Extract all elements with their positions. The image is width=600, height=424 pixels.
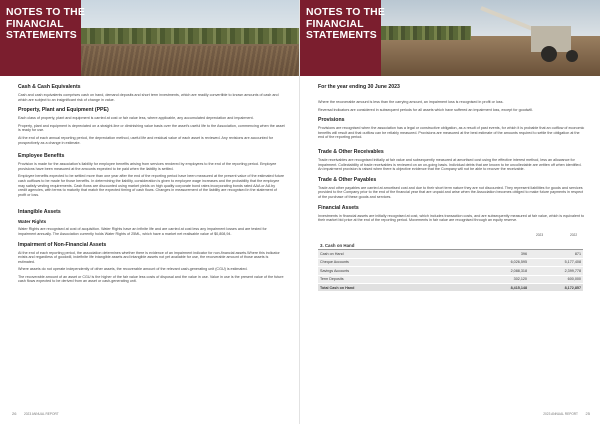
section-heading-financial-assets: Financial Assets <box>318 204 359 211</box>
value-2022: 871 <box>529 250 583 258</box>
value-2022: 600,000 <box>529 275 583 283</box>
value-2022: 2,399,778 <box>529 267 583 275</box>
total-label: Total Cash on Hand <box>318 283 475 291</box>
page-title: NOTES TO THE FINANCIAL STATEMENTS <box>6 7 85 42</box>
paragraph: Reversal indicators are considered in subsequent periods for all assets which have suffered an impairment loss, except for goodwill. <box>318 107 533 112</box>
left-content <box>18 84 285 287</box>
left-footer <box>0 410 299 418</box>
total-2022: 8,172,857 <box>529 283 583 291</box>
table-title-row <box>318 241 583 250</box>
paragraph: At the end of each reporting period, the association determines whether there is evidence of an impairment indicator for non-financial assets.Where this indicator exists and regardless of goodwill, indefinite life intangible assets and intangible assets not yet available for use, the recoverable amount of those assets is estimated. <box>18 250 280 264</box>
table-row <box>318 275 583 283</box>
year-heading: For the year ending 30 June 2023 <box>318 84 400 90</box>
paragraph: Employee benefits expected to be settled more than one year after the end of the reporting period have been measured at the present value of the estimated future cash outflows to be made for those benefits. In determining the liability, consideration is given to employee wage increases and the probability that the employee may satisfy vesting requirements. Cash flows are discounted using market yields on high quality corporate bond rates incorporating bonds rated AAA or AA by credit agencies, with terms to maturity that match the expected timing of cash flows. Changes in measurement of the liability are recognised in the statement of profit or loss. <box>18 174 285 197</box>
right-footer <box>300 410 600 418</box>
page-number: 25 <box>585 411 590 416</box>
paragraph: Each class of property, plant and equipment is carried at cost or fair value less, where applicable, any accumulated depreciation and impairment. <box>18 116 254 121</box>
machinery-photo <box>381 0 600 76</box>
section-heading-provisions: Provisions <box>318 117 345 124</box>
paragraph: Cash and cash equivalents comprises cash on hand, demand deposits and short term investments, which are readily convertible to known amounts of cash and which are subject to an insignificant risk of change in value. <box>18 93 279 102</box>
section-heading-intangible-assets: Intangible Assets <box>18 209 61 216</box>
paragraph: Investments in financial assets are initially recognised at cost, which includes transaction costs, and are subsequently measured at fair value, which is equivalent to their market bid price at the end of the reporting period. Movements in fair value are recognised through an equity reserve. <box>318 213 585 223</box>
paragraph: The recoverable amount of an asset or CGU is the higher of the fair value less costs of disposal and the value in use. Value in use is the present value of the future cash flows expected to be derived from an asset or cash-generating unit. <box>18 274 284 284</box>
paragraph: Provision is made for the association's liability for employee benefits arising from services rendered by employees to the end of the reporting period. Employee provisions have been measured at the amounts expected to be paid when the liability is settled. <box>18 162 277 171</box>
paragraph: Where the recoverable amount is less than the carrying amount, an impairment loss is recognised in profit or loss. <box>318 100 504 104</box>
section-heading-cash: Cash & Cash Equivalents <box>18 84 81 90</box>
section-heading-receivables: Trade & Other Receivables <box>318 148 384 155</box>
section-heading-ppe: Property, Plant and Equipment (PPE) <box>18 107 109 114</box>
report-name: 2023 ANNUAL REPORT <box>543 411 578 416</box>
value-2023: 2,088,318 <box>475 267 529 275</box>
value-2023: 6,026,595 <box>475 258 529 266</box>
table-row <box>318 250 583 258</box>
right-banner <box>300 0 600 76</box>
paragraph: Provisions are recognised when the association has a legal or constructive obligation, as a result of past events, for which it is probable that an outflow of economic benefits will result and that outflow can be reliably measured. Provisions are measured at the best estimate of the amounts required to settle the obligation at the end of the reporting period. <box>318 126 585 140</box>
subheading-water-rights: Water Rights <box>18 219 47 225</box>
table-title: 3. Cash on Hand <box>318 241 583 250</box>
section-heading-impairment: Impairment of Non-Financial Assets <box>18 241 107 248</box>
cash-on-hand-table <box>318 241 583 293</box>
left-banner <box>0 0 299 76</box>
paragraph: Trade receivables are recognised initially at fair value and subsequently measured at amortised cost using the effective interest method, less an allowance for impairment. Collectability of trade receivables is reviewed on an on-going basis. Individual debts that are known to be uncollectable are written off when identified. An impairment provision is raised when there is objective evidence that the Company will not be able to recover the receivable. <box>318 157 582 172</box>
row-label: Cheque Accounts <box>318 258 475 266</box>
right-page <box>300 0 600 424</box>
section-heading-employee-benefits: Employee Benefits <box>18 153 65 160</box>
section-heading-payables: Trade & Other Payables <box>318 176 377 183</box>
report-name: 2023 ANNUAL REPORT <box>24 411 59 416</box>
paragraph: Where assets do not operate independently of other assets, the recoverable amount of the relevant cash-generating unit (CGU) is estimated. <box>18 267 248 272</box>
year-label-2023: 2023 <box>536 232 544 237</box>
table-row <box>318 267 583 275</box>
value-2023: 302,120 <box>475 275 529 283</box>
paragraph: Property, plant and equipment is depreciated on a straight-line or diminishing value basis over the asset's useful life to the Association, commencing when the asset is ready for use. <box>18 123 285 133</box>
year-label-2022: 2022 <box>570 232 578 237</box>
page-title: NOTES TO THE FINANCIAL STATEMENTS <box>306 7 385 42</box>
total-2023: 8,415,148 <box>475 283 529 291</box>
value-2022: 5,177,408 <box>529 258 583 266</box>
row-label: Savings Accounts <box>318 267 475 275</box>
table-total-row <box>318 283 583 291</box>
paragraph: At the end of each annual reporting period, the depreciation method, useful life and residual value of each asset is reviewed. Any revisions are accounted for prospectively as a change in estimate. <box>18 135 274 145</box>
year-labels <box>318 233 583 239</box>
table-row <box>318 258 583 266</box>
orchard-photo <box>81 0 299 76</box>
paragraph: Water Rights are recognised at cost of acquisition. Water Rights have an infinite life and are carried at cost less any impairment losses and are tested for impairment annually. The Association currently holds Water Rights of 25ML, which have a market net realisable value of $0,808,94. <box>18 227 267 236</box>
row-label: Cash on Hand <box>318 250 475 258</box>
row-label: Term Deposits <box>318 275 475 283</box>
right-content <box>318 84 586 292</box>
paragraph: Trade and other payables are carried at amortised cost and due to their short term nature they are not discounted. They represent liabilities for goods and services provided to the Company prior to the end of the financial year that are unpaid and arise when the Association becomes obliged to make future payments in respect of the purchase of these goods and services. <box>318 185 584 199</box>
value-2023: 396 <box>475 250 529 258</box>
page-number: 26 <box>12 411 17 416</box>
